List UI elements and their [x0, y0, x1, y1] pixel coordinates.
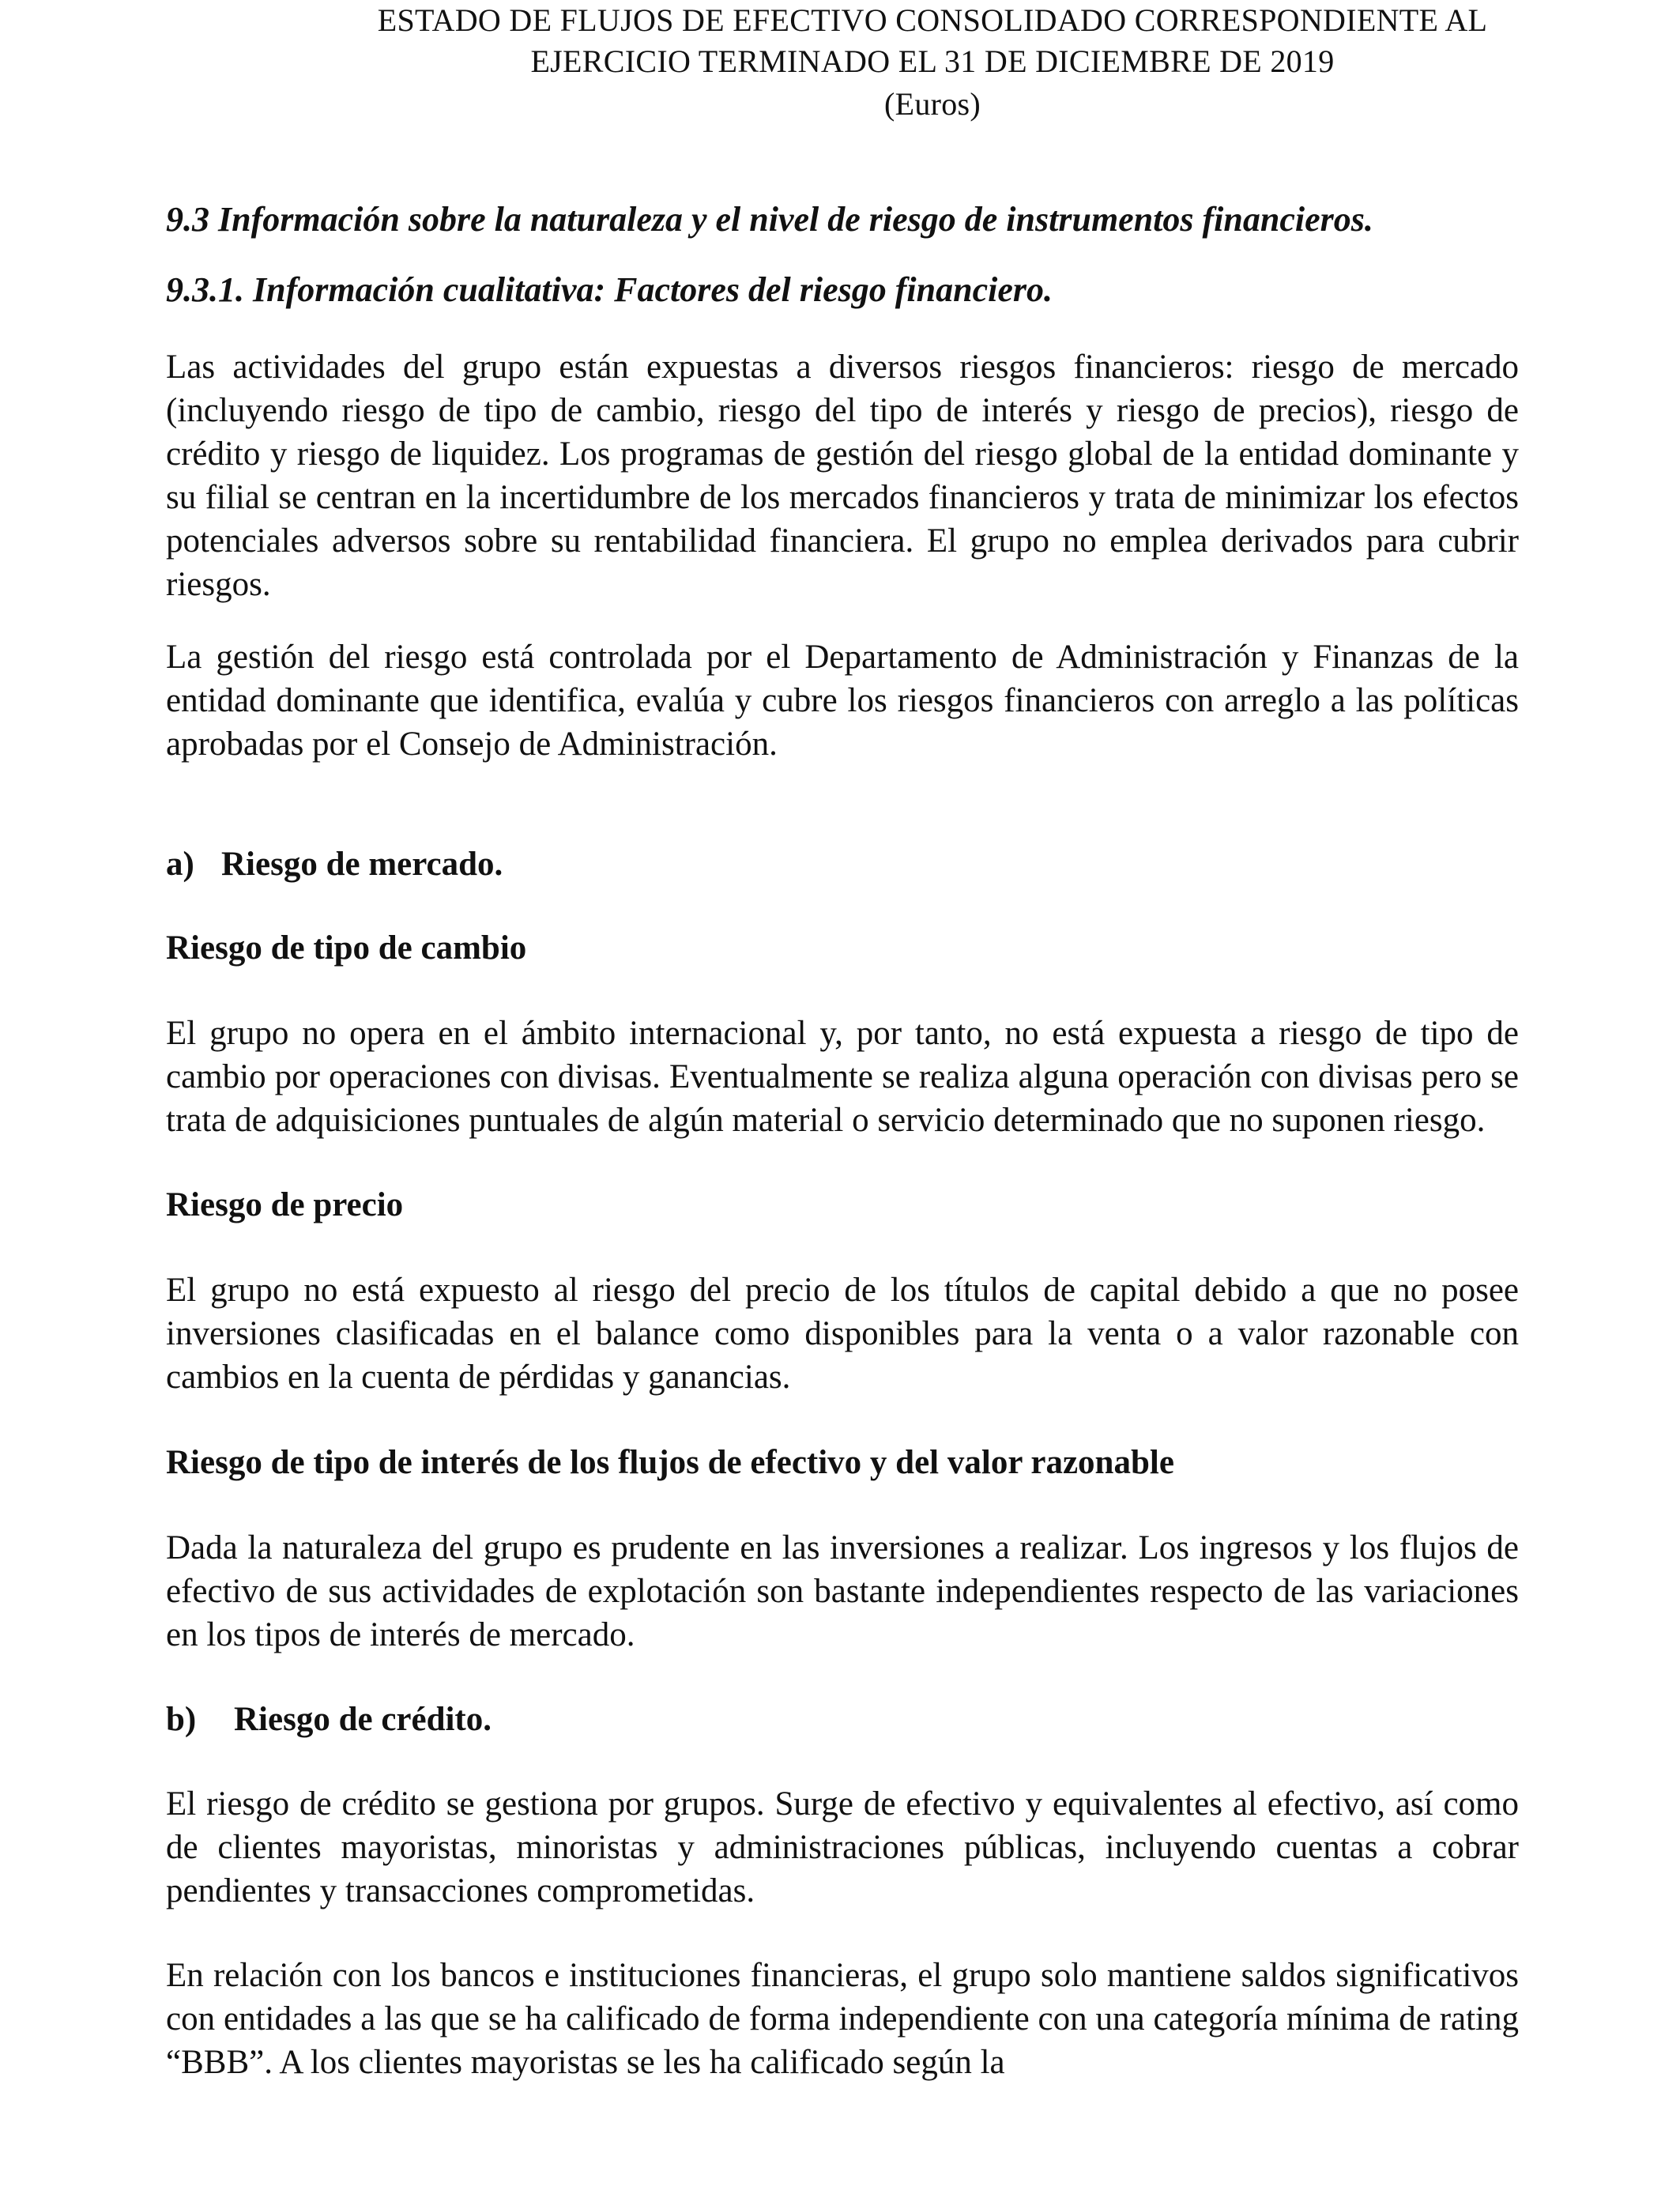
interest-risk-paragraph: Dada la naturaleza del grupo es prudente en las inversiones a realizar. Los ingresos y los flujos de efectivo de sus actividades de explotación son bastante independientes respecto de las variaciones en los tipos de interés de mercado. — [166, 1529, 1519, 1653]
header-currency: (Euros) — [883, 86, 981, 122]
section-heading-9-3-1: 9.3.1. Información cualitativa: Factores del riesgo financiero. — [166, 270, 1053, 309]
exchange-risk-heading: Riesgo de tipo de cambio — [166, 929, 527, 967]
interest-risk-heading: Riesgo de tipo de interés de los flujos de efectivo y del valor razonable — [166, 1444, 1174, 1481]
credit-risk-heading — [166, 1698, 1519, 1741]
document-body — [166, 198, 1519, 2084]
market-risk-heading — [166, 843, 1519, 886]
credit-risk-title: Riesgo de crédito. — [234, 1701, 492, 1738]
header-title-line-2: EJERCICIO TERMINADO EL 31 DE DICIEMBRE DE 2019 — [530, 43, 1335, 79]
header-title-line-1: ESTADO DE FLUJOS DE EFECTIVO CONSOLIDADO CORRESPONDIENTE AL — [377, 2, 1488, 38]
page-header — [284, 0, 1580, 125]
market-risk-title: Riesgo de mercado. — [221, 846, 503, 883]
price-risk-heading: Riesgo de precio — [166, 1186, 404, 1223]
intro-paragraph-1: Las actividades del grupo están expuestas a diversos riesgos financieros: riesgo de mercado (incluyendo riesgo de tipo de cambio, riesgo del tipo de interés y riesgo de precios), riesgo de crédito y riesgo de liquidez. Los programas de gestión del riesgo global de la entidad dominante y su filial se centran en la incertidumbre de los mercados financieros y trata de minimizar los efectos potenciales adversos sobre su rentabilidad financiera. El grupo no emplea derivados para cubrir riesgos. — [166, 349, 1519, 603]
credit-risk-paragraph-2: En relación con los bancos e instituciones financieras, el grupo solo mantiene saldos significativos con entidades a las que se ha calificado de forma independiente con una categoría mínima de rating “BBB”. A los clientes mayoristas se les ha calificado según la — [166, 1957, 1519, 2081]
exchange-risk-paragraph: El grupo no opera en el ámbito internacional y, por tanto, no está expuesta a riesgo de tipo de cambio por operaciones con divisas. Eventualmente se realiza alguna operación con divisas pero se trata de adquisiciones puntuales de algún material o servicio determinado que no suponen riesgo. — [166, 1015, 1519, 1139]
intro-paragraph-2: La gestión del riesgo está controlada por el Departamento de Administración y Finanzas de la entidad dominante que identifica, evalúa y cubre los riesgos financieros con arreglo a las políticas aprobadas por el Consejo de Administración. — [166, 639, 1519, 763]
credit-risk-marker: b) — [166, 1701, 197, 1738]
price-risk-paragraph: El grupo no está expuesto al riesgo del precio de los títulos de capital debido a que no posee inversiones clasificadas en el balance como disponibles para la venta o a valor razonable con cambios en la cuenta de pérdidas y ganancias. — [166, 1272, 1519, 1396]
market-risk-marker: a) — [166, 846, 194, 883]
credit-risk-paragraph-1: El riesgo de crédito se gestiona por grupos. Surge de efectivo y equivalentes al efectivo, así como de clientes mayoristas, minoristas y administraciones públicas, incluyendo cuentas a cobrar pendientes y transacciones comprometidas. — [166, 1785, 1519, 1909]
section-heading-9-3: 9.3 Información sobre la naturaleza y el nivel de riesgo de instrumentos financieros. — [166, 200, 1373, 239]
